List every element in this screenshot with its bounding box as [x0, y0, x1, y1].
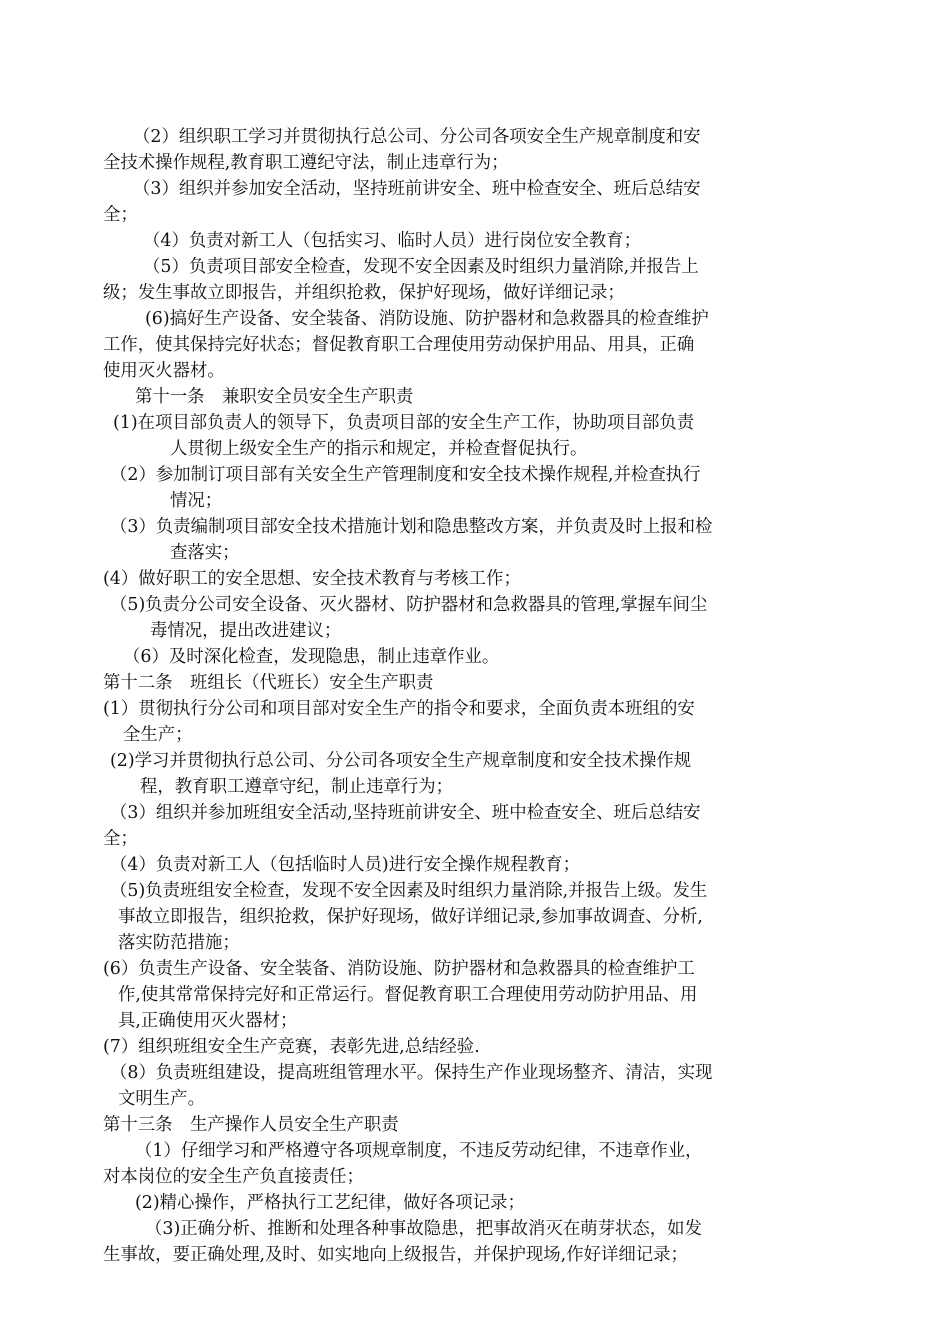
text-line: （3)正确分析、推断和处理各种事故隐患，把事故消灭在萌芽状态，如发	[145, 1219, 702, 1239]
text-line: 文明生产。	[118, 1089, 205, 1109]
text-line: 具,正确使用灭火器材；	[118, 1011, 298, 1031]
text-line: 全生产；	[123, 725, 193, 745]
text-line: 程，教育职工遵章守纪，制止违章行为；	[140, 777, 454, 797]
text-line: 生事故，要正确处理,及时、如实地向上级报告，并保护现场,作好详细记录；	[103, 1245, 688, 1265]
text-line: 作,使其常常保持完好和正常运行。督促教育职工合理使用劳动防护用品、用	[118, 985, 698, 1005]
text-line: 查落实；	[170, 543, 240, 563]
text-line: 全；	[103, 205, 138, 225]
text-line: （4）负责对新工人（包括临时人员)进行安全操作规程教育；	[110, 855, 581, 875]
text-line: 级；发生事故立即报告，并组织抢救，保护好现场，做好详细记录；	[103, 283, 625, 303]
text-line: (7）组织班组安全生产竞赛，表彰先进,总结经验.	[103, 1037, 480, 1057]
text-line: （5)负责分公司安全设备、灭火器材、防护器材和急救器具的管理,掌握车间尘	[110, 595, 708, 615]
text-line: 事故立即报告，组织抢救，保护好现场，做好详细记录,参加事故调查、分析,	[118, 907, 703, 927]
text-line: （1）仔细学习和严格遵守各项规章制度，不违反劳动纪律，不违章作业，	[135, 1141, 703, 1161]
text-line: 毒情况，提出改进建议；	[150, 621, 342, 641]
text-line: (1)在项目部负责人的领导下，负责项目部的安全生产工作，协助项目部负责	[113, 413, 695, 433]
text-line: （3）负责编制项目部安全技术措施计划和隐患整改方案，并负责及时上报和检	[110, 517, 713, 537]
text-line: 全；	[103, 829, 138, 849]
text-line: （4）负责对新工人（包括实习、临时人员）进行岗位安全教育；	[143, 231, 642, 251]
text-line: （8）负责班组建设，提高班组管理水平。保持生产作业现场整齐、清洁，实现	[110, 1063, 713, 1083]
text-line: 情况；	[170, 491, 223, 511]
section-heading: 第十一条 兼职安全员安全生产职责	[135, 387, 414, 407]
text-line: (6）负责生产设备、安全装备、消防设施、防护器材和急救器具的检查维护工	[103, 959, 695, 979]
text-line: （2）组织职工学习并贯彻执行总公司、分公司各项安全生产规章制度和安	[133, 127, 701, 147]
text-line: (6)搞好生产设备、安全装备、消防设施、防护器材和急救器具的检查维护	[145, 309, 709, 329]
text-line: 人贯彻上级安全生产的指示和规定，并检查督促执行。	[170, 439, 588, 459]
text-line: （6）及时深化检查，发现隐患，制止违章作业。	[123, 647, 500, 667]
text-line: 工作，使其保持完好状态；督促教育职工合理使用劳动保护用品、用具，正确	[103, 335, 695, 355]
text-line: 落实防范措施；	[118, 933, 240, 953]
text-line: (4）做好职工的安全思想、安全技术教育与考核工作；	[103, 569, 521, 589]
text-line: 对本岗位的安全生产负直接责任；	[103, 1167, 364, 1187]
text-line: (1）贯彻执行分公司和项目部对安全生产的指令和要求，全面负责本班组的安	[103, 699, 695, 719]
text-line: (2)精心操作，严格执行工艺纪律，做好各项记录；	[135, 1193, 525, 1213]
text-line: 全技术操作规程,教育职工遵纪守法，制止违章行为；	[103, 153, 509, 173]
section-heading: 第十二条 班组长（代班长）安全生产职责	[103, 673, 434, 693]
text-line: （5）负责项目部安全检查，发现不安全因素及时组织力量消除,并报告上	[143, 257, 699, 277]
text-line: 使用灭火器材。	[103, 361, 225, 381]
text-line: (2)学习并贯彻执行总公司、分公司各项安全生产规章制度和安全技术操作规	[110, 751, 692, 771]
text-line: （3）组织并参加班组安全活动,坚持班前讲安全、班中检查安全、班后总结安	[110, 803, 701, 823]
text-line: （2）参加制订项目部有关安全生产管理制度和安全技术操作规程,并检查执行	[110, 465, 701, 485]
text-line: （5)负责班组安全检查，发现不安全因素及时组织力量消除,并报告上级。发生	[110, 881, 708, 901]
text-line: （3）组织并参加安全活动，坚持班前讲安全、班中检查安全、班后总结安	[133, 179, 701, 199]
section-heading: 第十三条 生产操作人员安全生产职责	[103, 1115, 399, 1135]
